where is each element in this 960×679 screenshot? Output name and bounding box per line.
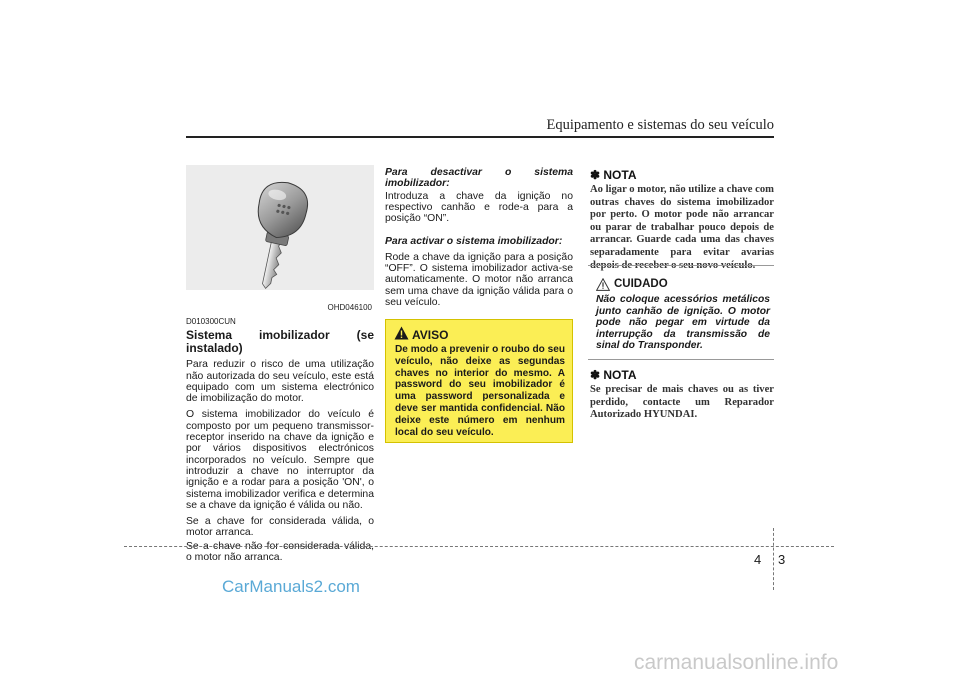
warning-title: AVISO	[412, 328, 449, 342]
activate-text: Rode a chave da ignição para a posição “OFF”. O sistema imobilizador activa-se automaticamente. O motor não arranca sem uma chave da ignição válida para o seu veículo.	[385, 251, 573, 308]
middle-column	[385, 167, 573, 313]
page-header-title: Equipamento e sistemas do seu veículo	[546, 117, 774, 133]
note-title: ✽ NOTA	[590, 168, 637, 182]
paragraph: Se a chave for considerada válida, o motor arranca.	[186, 516, 374, 539]
warning-box	[385, 319, 573, 443]
footer-divider	[124, 546, 834, 547]
note-text: Ao ligar o motor, não utilize a chave com outras chaves do sistema imobilizador por perto. O motor pode não arrancar ou parar de trabalhar pouco depois de arrancar. Guarde cada uma das chaves separadamente para evitar avarias depois de receber o seu novo veículo.	[590, 184, 774, 271]
page-number-divider	[773, 528, 774, 590]
deactivate-title: Para desactivar o sistema imobilizador:	[385, 167, 573, 190]
section-number: 4	[754, 552, 762, 567]
note-text: Se precisar de mais chaves ou as tiver perdido, contacte um Reparador Autorizado HYUNDAI.	[590, 384, 774, 421]
note-block-2	[590, 368, 774, 422]
key-figure	[186, 165, 374, 290]
watermark-right: carmanualsonline.info	[634, 651, 839, 674]
page-number: 3	[778, 552, 786, 567]
header-divider	[186, 136, 774, 138]
caution-box	[588, 265, 774, 360]
paragraph: Se a chave não for considerada válida, o motor não arranca.	[186, 540, 374, 564]
section-title: Sistema imobilizador (se instalado)	[186, 328, 374, 356]
deactivate-text: Introduza a chave da ignição no respectivo canhão e rode-a para a posição “ON”.	[385, 190, 573, 225]
left-column	[186, 316, 374, 568]
warning-triangle-icon	[394, 326, 409, 340]
caution-title: CUIDADO	[614, 278, 668, 290]
activate-title: Para activar o sistema imobilizador:	[385, 236, 563, 248]
note-title: ✽ NOTA	[590, 368, 637, 382]
key-icon	[186, 165, 374, 290]
paragraph: O sistema imobilizador do veículo é composto por um pequeno transmissor-receptor inserido na chave da ignição e por vários dispositivos electrónicos incorporados no veículo. Sempre que introduzir a chave no interruptor da ignição e a rodar para a posição 'ON', o sistema imobilizador verifica e determina se a chave da ignição é válida ou não.	[186, 409, 374, 511]
paragraph: Para reduzir o risco de uma utilização não autorizada do seu veículo, este está equipado com um sistema electrónico de imobilização do motor.	[186, 359, 374, 405]
note-block-1	[590, 168, 774, 272]
figure-code: OHD046100	[327, 303, 372, 312]
watermark-left: CarManuals2.com	[222, 577, 360, 596]
caution-text: Não coloque acessórios metálicos junto canhão de ignição. O motor pode não pegar em virtude da interrupção da transmissão de sinal do Transponder.	[596, 294, 770, 352]
caution-triangle-icon	[596, 278, 610, 291]
section-code: D010300CUN	[186, 317, 236, 326]
warning-text: De modo a prevenir o roubo do seu veículo, não deixe as segundas chaves no interior do mesmo. A password do seu imobilizador é uma password personalizada e deve ser mantida confidencial. Não deixe este número em nenhum local do seu veículo.	[395, 344, 565, 438]
